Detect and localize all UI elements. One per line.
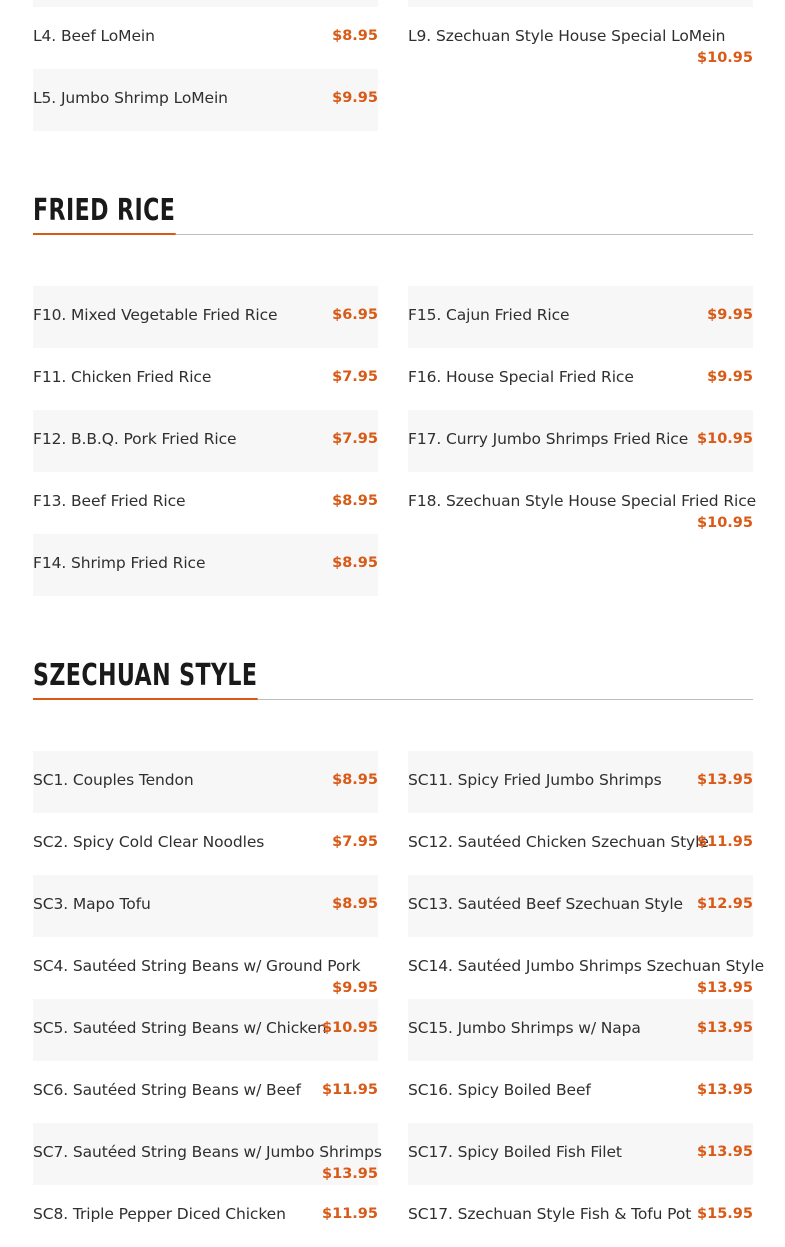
menu-item-name: F14. Shrimp Fried Rice <box>33 554 206 572</box>
menu-item-price: $8.95 <box>332 896 378 912</box>
menu-item <box>408 875 753 937</box>
section-title: FRIED RICE <box>33 193 175 235</box>
menu-item <box>408 937 765 999</box>
menu-item-name: SC2. Spicy Cold Clear Noodles <box>33 833 265 851</box>
menu-item-price: $10.95 <box>697 50 753 66</box>
menu-page <box>33 0 765 1247</box>
menu-item-name: SC4. Sautéed String Beans w/ Ground Pork <box>33 957 361 975</box>
menu-item-price: $13.95 <box>697 1082 753 1098</box>
menu-item <box>408 1123 753 1185</box>
menu-item-price: $9.95 <box>707 369 753 385</box>
menu-item <box>33 813 378 875</box>
menu-item-price: $9.95 <box>707 307 753 323</box>
menu-item-name: F17. Curry Jumbo Shrimps Fried Rice <box>408 430 689 448</box>
menu-item-name: SC17. Spicy Boiled Fish Filet <box>408 1143 622 1161</box>
menu-item <box>33 534 378 596</box>
menu-item-name: F11. Chicken Fried Rice <box>33 368 212 386</box>
menu-item <box>408 348 753 410</box>
menu-item-price: $8.95 <box>332 493 378 509</box>
menu-item <box>33 472 378 534</box>
menu-item-name: SC6. Sautéed String Beans w/ Beef <box>33 1081 301 1099</box>
menu-grid-fried-rice <box>33 286 757 596</box>
menu-item <box>408 286 753 348</box>
menu-item-price: $15.95 <box>697 1206 753 1222</box>
menu-item-price: $10.95 <box>697 515 753 531</box>
menu-item <box>408 472 757 534</box>
menu-item-price: $9.95 <box>332 980 378 996</box>
menu-item <box>33 69 378 131</box>
menu-item <box>33 348 378 410</box>
menu-item-name: SC7. Sautéed String Beans w/ Jumbo Shrimps <box>33 1143 382 1161</box>
menu-item-name: L9. Szechuan Style House Special LoMein <box>408 27 726 45</box>
menu-item <box>33 937 378 999</box>
menu-item-price: $10.95 <box>697 431 753 447</box>
menu-item-price: $8.95 <box>332 772 378 788</box>
menu-item-price: $11.95 <box>697 834 753 850</box>
menu-item <box>33 1061 378 1123</box>
menu-item-name: SC3. Mapo Tofu <box>33 895 151 913</box>
menu-item-name: L5. Jumbo Shrimp LoMein <box>33 89 228 107</box>
menu-item-price: $6.95 <box>332 307 378 323</box>
menu-item-price: $8.95 <box>332 28 378 44</box>
menu-item <box>33 0 378 7</box>
menu-item-name: SC13. Sautéed Beef Szechuan Style <box>408 895 683 913</box>
menu-item <box>408 751 753 813</box>
menu-item <box>408 0 753 7</box>
menu-item <box>408 813 753 875</box>
menu-item <box>408 1061 753 1123</box>
menu-item-price: $13.95 <box>322 1166 378 1182</box>
menu-item-name: L4. Beef LoMein <box>33 27 155 45</box>
menu-item-price: $13.95 <box>697 1144 753 1160</box>
menu-item-name: SC16. Spicy Boiled Beef <box>408 1081 591 1099</box>
menu-item <box>33 875 378 937</box>
menu-item-price: $10.95 <box>322 1020 378 1036</box>
menu-item-name: F18. Szechuan Style House Special Fried Rice <box>408 492 757 510</box>
menu-item-price: $12.95 <box>697 896 753 912</box>
menu-item-price: $9.95 <box>332 90 378 106</box>
menu-item <box>408 7 753 69</box>
menu-item <box>408 410 753 472</box>
menu-grid-szechuan-style <box>33 751 765 1247</box>
menu-item <box>33 999 378 1061</box>
section-header-fried-rice <box>33 193 753 246</box>
menu-item-name: F16. House Special Fried Rice <box>408 368 634 386</box>
menu-grid-lomein <box>33 0 753 131</box>
menu-item <box>33 1185 378 1247</box>
menu-item <box>33 1123 382 1185</box>
menu-item-price: $13.95 <box>697 1020 753 1036</box>
menu-item-name: SC1. Couples Tendon <box>33 771 194 789</box>
menu-item <box>33 7 378 69</box>
menu-item-name: SC8. Triple Pepper Diced Chicken <box>33 1205 286 1223</box>
menu-item-price: $7.95 <box>332 431 378 447</box>
menu-item-price: $13.95 <box>697 772 753 788</box>
menu-item-name: F13. Beef Fried Rice <box>33 492 186 510</box>
menu-item-price: $11.95 <box>322 1206 378 1222</box>
menu-item-name: SC15. Jumbo Shrimps w/ Napa <box>408 1019 641 1037</box>
menu-item-name: SC17. Szechuan Style Fish & Tofu Pot <box>408 1205 692 1223</box>
menu-item-name: F15. Cajun Fried Rice <box>408 306 570 324</box>
section-header-szechuan-style <box>33 658 753 711</box>
menu-item-name: SC12. Sautéed Chicken Szechuan Style <box>408 833 709 851</box>
menu-item-price: $8.95 <box>332 555 378 571</box>
menu-item-price: $13.95 <box>697 980 753 996</box>
section-title: SZECHUAN STYLE <box>33 658 257 700</box>
menu-item-name: SC5. Sautéed String Beans w/ Chicken <box>33 1019 327 1037</box>
menu-item <box>408 999 753 1061</box>
menu-item <box>33 751 378 813</box>
menu-item <box>33 286 378 348</box>
menu-item-name: F12. B.B.Q. Pork Fried Rice <box>33 430 237 448</box>
menu-item <box>408 1185 753 1247</box>
menu-item-price: $7.95 <box>332 834 378 850</box>
menu-item-price: $7.95 <box>332 369 378 385</box>
menu-item <box>33 410 378 472</box>
menu-item-name: SC11. Spicy Fried Jumbo Shrimps <box>408 771 662 789</box>
menu-item-price: $11.95 <box>322 1082 378 1098</box>
menu-item-name: SC14. Sautéed Jumbo Shrimps Szechuan Style <box>408 957 765 975</box>
menu-item-name: F10. Mixed Vegetable Fried Rice <box>33 306 278 324</box>
